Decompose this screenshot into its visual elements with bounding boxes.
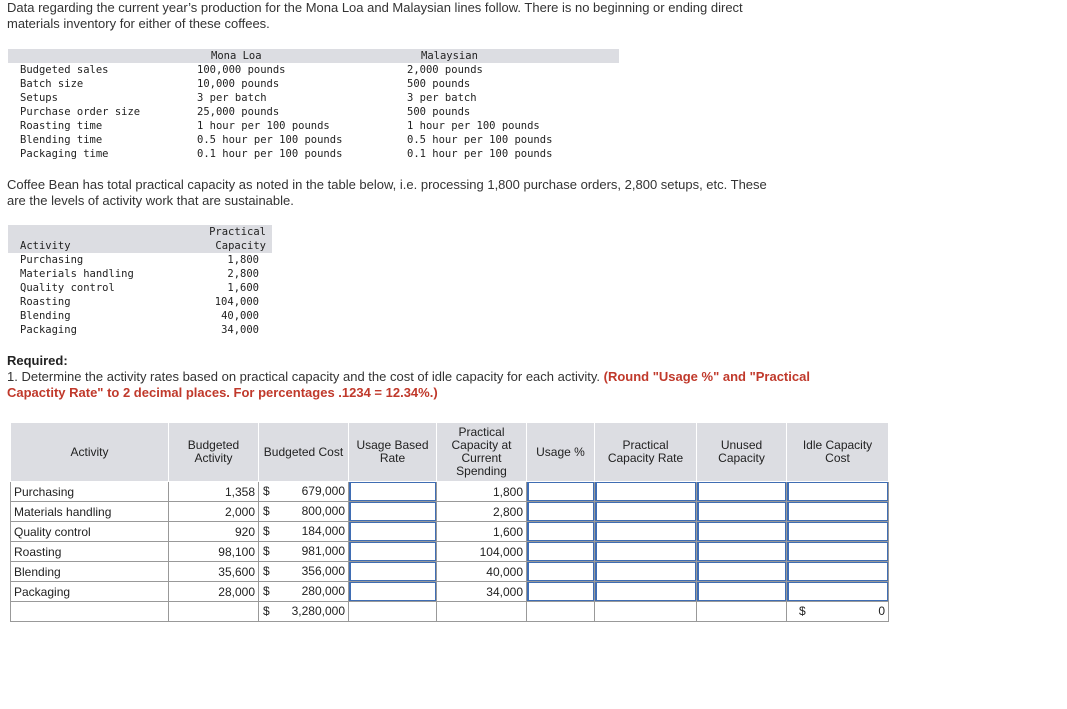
usage-pct-cell <box>527 542 595 562</box>
usage-based-rate-input[interactable] <box>349 542 436 561</box>
capacity-row-value: 1,600 <box>227 282 259 294</box>
table-row <box>11 502 889 522</box>
dollar-sign: $ <box>263 544 270 558</box>
usage-rate-cell <box>349 482 437 502</box>
usage-based-rate-input[interactable] <box>349 522 436 541</box>
table-row <box>11 562 889 582</box>
production-row-mona-loa: 100,000 pounds <box>197 64 286 76</box>
capacity-text-line-1: Coffee Bean has total practical capacity as noted in the table below, i.e. processing 1,800 purchase orders, 2,800 setups, etc. These <box>7 177 767 192</box>
usage-based-rate-input[interactable] <box>349 482 436 501</box>
total-blank <box>595 602 697 622</box>
answer-table <box>10 422 889 622</box>
practical-capacity: 34,000 <box>437 582 527 602</box>
production-row-mona-loa: 10,000 pounds <box>197 78 280 90</box>
header-mona-loa: Mona Loa <box>211 50 262 62</box>
practical-capacity-rate-input[interactable] <box>595 562 696 581</box>
budgeted-cost-amount: 981,000 <box>301 544 345 558</box>
total-idle-amount: 0 <box>878 604 885 618</box>
budgeted-cost <box>259 582 349 602</box>
unused-cell <box>697 482 787 502</box>
prac-rate-cell <box>595 582 697 602</box>
capacity-row-value: 2,800 <box>227 268 259 280</box>
capacity-row <box>8 253 272 267</box>
capacity-row-label: Packaging <box>20 324 77 336</box>
usage-rate-cell <box>349 542 437 562</box>
usage-percent-input[interactable] <box>527 522 594 541</box>
capacity-row-value: 1,800 <box>227 254 259 266</box>
budgeted-cost <box>259 502 349 522</box>
prac-rate-cell <box>595 502 697 522</box>
capacity-header-line-1: Practical <box>209 226 266 238</box>
total-blank <box>349 602 437 622</box>
production-row <box>8 91 619 105</box>
production-row-label: Setups <box>20 92 58 104</box>
header-budgeted-activity: Budgeted Activity <box>169 423 259 482</box>
production-row-label: Batch size <box>20 78 84 90</box>
budgeted-cost-amount: 280,000 <box>301 584 345 598</box>
production-row-mona-loa: 0.1 hour per 100 pounds <box>197 148 343 160</box>
production-row-mona-loa: 25,000 pounds <box>197 106 280 118</box>
activity-name: Roasting <box>11 542 169 562</box>
unused-capacity-input[interactable] <box>697 582 786 601</box>
total-blank <box>437 602 527 622</box>
dollar-sign: $ <box>263 504 270 518</box>
production-row <box>8 63 619 77</box>
production-row-mona-loa: 0.5 hour per 100 pounds <box>197 134 343 146</box>
capacity-header <box>8 225 272 253</box>
practical-capacity-rate-input[interactable] <box>595 582 696 601</box>
production-row-malaysian: 1 hour per 100 pounds <box>407 120 540 132</box>
idle-capacity-cost-input[interactable] <box>787 482 888 501</box>
production-row-label: Roasting time <box>20 120 103 132</box>
capacity-row-label: Blending <box>20 310 71 322</box>
capacity-row <box>8 309 272 323</box>
budgeted-cost-amount: 184,000 <box>301 524 345 538</box>
practical-capacity: 1,800 <box>437 482 527 502</box>
intro-line-2: materials inventory for either of these coffees. <box>7 16 270 31</box>
capacity-row-label: Purchasing <box>20 254 84 266</box>
dollar-sign: $ <box>263 484 270 498</box>
budgeted-cost-amount: 356,000 <box>301 564 345 578</box>
production-row <box>8 77 619 91</box>
total-blank <box>527 602 595 622</box>
rounding-note: (Round "Usage %" and "Practical Capactity Rate" to 2 decimal places. For percentages .1234 = 12.34%.) <box>7 369 810 400</box>
answer-header-row <box>11 423 889 482</box>
capacity-row-label: Quality control <box>20 282 115 294</box>
idle-cell <box>787 502 889 522</box>
capacity-row <box>8 295 272 309</box>
budgeted-cost-amount: 800,000 <box>301 504 345 518</box>
intro-line-1: Data regarding the current year’s production for the Mona Loa and Malaysian lines follow. There is no beginning or ending direct <box>7 0 743 15</box>
budgeted-activity: 28,000 <box>169 582 259 602</box>
budgeted-cost-amount: 679,000 <box>301 484 345 498</box>
production-row <box>8 147 619 161</box>
total-cost-amount: 3,280,000 <box>291 604 345 618</box>
table-row <box>11 542 889 562</box>
header-activity: Activity <box>11 423 169 482</box>
practical-capacity-rate-input[interactable] <box>595 522 696 541</box>
practical-capacity-rate-input[interactable] <box>595 502 696 521</box>
total-idle-capacity-cost <box>787 602 889 622</box>
header-unused-capacity: Unused Capacity <box>697 423 787 482</box>
required-title: Required: <box>7 353 68 368</box>
prac-rate-cell <box>595 562 697 582</box>
capacity-row-value: 40,000 <box>221 310 259 322</box>
production-header-row <box>8 49 619 63</box>
usage-percent-input[interactable] <box>527 482 594 501</box>
idle-capacity-cost-input[interactable] <box>787 582 888 601</box>
budgeted-cost <box>259 482 349 502</box>
budgeted-activity: 920 <box>169 522 259 542</box>
production-row-malaysian: 3 per batch <box>407 92 477 104</box>
total-row <box>11 602 889 622</box>
usage-based-rate-input[interactable] <box>349 582 436 601</box>
usage-pct-cell <box>527 522 595 542</box>
header-budgeted-cost: Budgeted Cost <box>259 423 349 482</box>
budgeted-cost <box>259 522 349 542</box>
dollar-sign: $ <box>263 524 270 538</box>
dollar-sign: $ <box>263 564 270 578</box>
total-blank <box>697 602 787 622</box>
practical-capacity: 1,600 <box>437 522 527 542</box>
usage-percent-input[interactable] <box>527 562 594 581</box>
header-usage-percent: Usage % <box>527 423 595 482</box>
header-usage-based-rate: Usage Based Rate <box>349 423 437 482</box>
production-row-malaysian: 2,000 pounds <box>407 64 483 76</box>
usage-rate-cell <box>349 502 437 522</box>
unused-cell <box>697 562 787 582</box>
header-practical-capacity-rate: Practical Capacity Rate <box>595 423 697 482</box>
capacity-row <box>8 323 272 337</box>
budgeted-activity: 35,600 <box>169 562 259 582</box>
header-idle-capacity-cost: Idle Capacity Cost <box>787 423 889 482</box>
dollar-sign: $ <box>799 604 806 618</box>
activity-name: Packaging <box>11 582 169 602</box>
budgeted-activity: 2,000 <box>169 502 259 522</box>
budgeted-cost <box>259 562 349 582</box>
capacity-row-value: 104,000 <box>214 296 259 308</box>
usage-rate-cell <box>349 582 437 602</box>
usage-pct-cell <box>527 502 595 522</box>
table-row <box>11 522 889 542</box>
budgeted-activity: 1,358 <box>169 482 259 502</box>
prac-rate-cell <box>595 482 697 502</box>
budgeted-activity: 98,100 <box>169 542 259 562</box>
practical-capacity-rate-input[interactable] <box>595 542 696 561</box>
idle-cell <box>787 522 889 542</box>
unused-capacity-input[interactable] <box>697 562 786 581</box>
activity-name: Quality control <box>11 522 169 542</box>
activity-name: Blending <box>11 562 169 582</box>
idle-capacity-cost-input[interactable] <box>787 542 888 561</box>
unused-capacity-input[interactable] <box>697 502 786 521</box>
capacity-header-line-2: Capacity <box>215 240 266 252</box>
usage-percent-input[interactable] <box>527 502 594 521</box>
practical-capacity: 40,000 <box>437 562 527 582</box>
required-instruction <box>7 369 827 401</box>
production-row-malaysian: 0.5 hour per 100 pounds <box>407 134 553 146</box>
production-row <box>8 133 619 147</box>
capacity-text <box>7 177 767 209</box>
capacity-row-label: Materials handling <box>20 268 134 280</box>
idle-cell <box>787 482 889 502</box>
usage-percent-input[interactable] <box>527 582 594 601</box>
production-row-malaysian: 500 pounds <box>407 106 471 118</box>
header-practical-capacity: Practical Capacity at Current Spending <box>437 423 527 482</box>
total-blank <box>169 602 259 622</box>
capacity-row <box>8 267 272 281</box>
production-row-malaysian: 500 pounds <box>407 78 471 90</box>
usage-pct-cell <box>527 482 595 502</box>
production-row-mona-loa: 1 hour per 100 pounds <box>197 120 330 132</box>
practical-capacity-table <box>8 225 272 337</box>
usage-based-rate-input[interactable] <box>349 562 436 581</box>
total-budgeted-cost <box>259 602 349 622</box>
production-row <box>8 119 619 133</box>
table-row <box>11 482 889 502</box>
unused-cell <box>697 542 787 562</box>
production-data-table <box>8 49 619 161</box>
production-row-label: Blending time <box>20 134 103 146</box>
usage-pct-cell <box>527 562 595 582</box>
unused-cell <box>697 582 787 602</box>
prac-rate-cell <box>595 522 697 542</box>
production-row-label: Packaging time <box>20 148 109 160</box>
usage-based-rate-input[interactable] <box>349 502 436 521</box>
prac-rate-cell <box>595 542 697 562</box>
instruction-text: 1. Determine the activity rates based on practical capacity and the cost of idle capacity for each activity. <box>7 369 600 384</box>
idle-capacity-cost-input[interactable] <box>787 522 888 541</box>
idle-capacity-cost-input[interactable] <box>787 562 888 581</box>
production-row-malaysian: 0.1 hour per 100 pounds <box>407 148 553 160</box>
capacity-text-line-2: are the levels of activity work that are sustainable. <box>7 193 294 208</box>
idle-capacity-cost-input[interactable] <box>787 502 888 521</box>
total-blank <box>11 602 169 622</box>
unused-capacity-input[interactable] <box>697 482 786 501</box>
intro-text <box>7 0 743 32</box>
unused-capacity-input[interactable] <box>697 522 786 541</box>
capacity-activity-header: Activity <box>20 240 71 252</box>
production-row-label: Purchase order size <box>20 106 141 118</box>
capacity-row-value: 34,000 <box>221 324 259 336</box>
idle-cell <box>787 582 889 602</box>
production-row <box>8 105 619 119</box>
unused-cell <box>697 522 787 542</box>
dollar-sign: $ <box>263 584 270 598</box>
dollar-sign: $ <box>263 604 270 618</box>
capacity-row-label: Roasting <box>20 296 71 308</box>
unused-capacity-input[interactable] <box>697 542 786 561</box>
budgeted-cost <box>259 542 349 562</box>
practical-capacity: 104,000 <box>437 542 527 562</box>
table-row <box>11 582 889 602</box>
idle-cell <box>787 542 889 562</box>
capacity-row <box>8 281 272 295</box>
usage-percent-input[interactable] <box>527 542 594 561</box>
unused-cell <box>697 502 787 522</box>
usage-pct-cell <box>527 582 595 602</box>
practical-capacity-rate-input[interactable] <box>595 482 696 501</box>
usage-rate-cell <box>349 562 437 582</box>
usage-rate-cell <box>349 522 437 542</box>
activity-name: Materials handling <box>11 502 169 522</box>
production-row-label: Budgeted sales <box>20 64 109 76</box>
practical-capacity: 2,800 <box>437 502 527 522</box>
header-malaysian: Malaysian <box>421 50 478 62</box>
idle-cell <box>787 562 889 582</box>
activity-name: Purchasing <box>11 482 169 502</box>
production-row-mona-loa: 3 per batch <box>197 92 267 104</box>
